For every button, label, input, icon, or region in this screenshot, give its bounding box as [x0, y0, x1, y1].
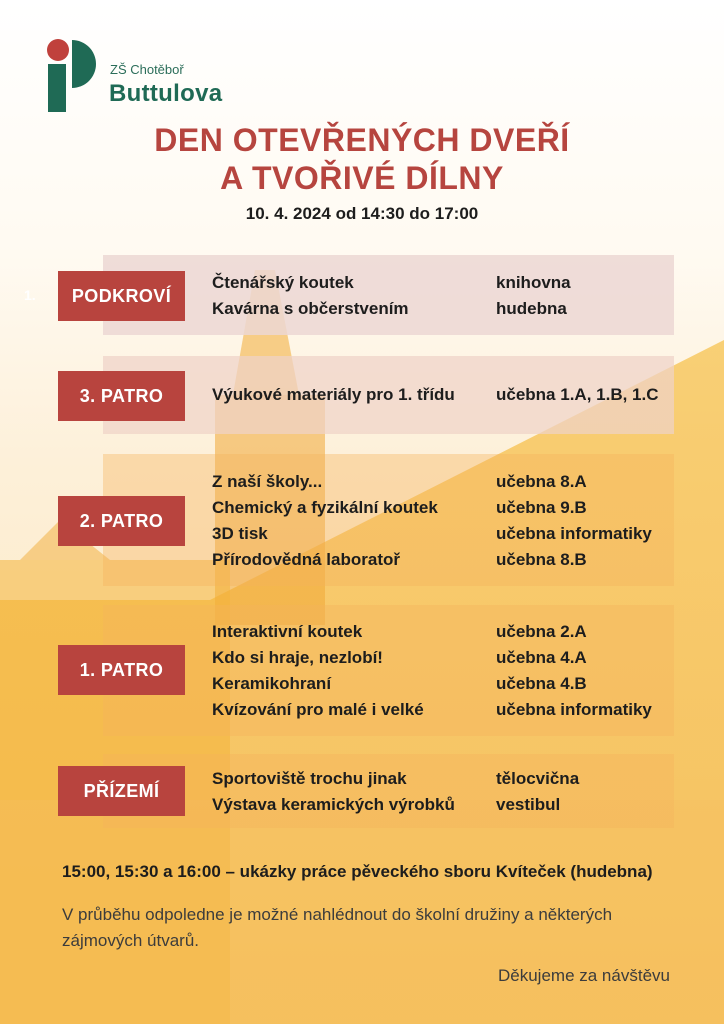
floor-tag-podkrovi: PODKROVÍ [58, 271, 185, 321]
activity-item: Chemický a fyzikální koutek [212, 498, 438, 517]
activity-item: Interaktivní koutek [212, 622, 363, 641]
activity-list [212, 382, 455, 408]
location-item: učebna 4.A [496, 648, 587, 667]
logo-school-town: ZŠ Chotěboř [110, 62, 184, 77]
activity-item: Přírodovědná laboratoř [212, 550, 400, 569]
location-item: tělocvična [496, 769, 580, 788]
floor-tag-1-patro: 1. PATRO [58, 645, 185, 695]
logo-school-name: Buttulova [109, 80, 223, 107]
activity-item: Sportoviště trochu jinak [212, 769, 407, 788]
activity-item: Čtenářský koutek [212, 273, 354, 292]
floor-tag-2-patro: 2. PATRO [58, 496, 185, 546]
location-item: učebna 8.B [496, 550, 587, 569]
activity-list [212, 619, 424, 723]
page-title-line2: A TVOŘIVÉ DÍLNY [220, 160, 504, 196]
location-item: učebna 9.B [496, 498, 587, 517]
activity-item: Výstava keramických výrobků [212, 795, 455, 814]
activity-item: Z naší školy... [212, 472, 323, 491]
location-item: vestibul [496, 795, 561, 814]
location-item: učebna 8.A [496, 472, 587, 491]
location-item: hudebna [496, 299, 567, 318]
location-list [496, 619, 652, 723]
school-logo [46, 36, 246, 116]
activity-item: Výukové materiály pro 1. třídu [212, 385, 455, 404]
location-item: učebna 2.A [496, 622, 587, 641]
activity-item: 3D tisk [212, 524, 268, 543]
location-item: knihovna [496, 273, 571, 292]
choir-note: 15:00, 15:30 a 16:00 – ukázky práce pěveckého sboru Kvíteček (hudebna) [62, 862, 653, 881]
location-item: učebna 1.A, 1.B, 1.C [496, 385, 659, 404]
activity-item: Kdo si hraje, nezlobí! [212, 648, 383, 667]
location-list [496, 766, 579, 818]
thanks-text: Děkujeme za návštěvu [498, 966, 670, 985]
activity-list [212, 766, 455, 818]
location-item: učebna informatiky [496, 700, 652, 719]
location-list [496, 469, 652, 573]
activity-item: Kvízování pro malé i velké [212, 700, 424, 719]
location-list [496, 270, 571, 322]
page-title-line1: DEN OTEVŘENÝCH DVEŘÍ [154, 122, 570, 158]
location-item: učebna 4.B [496, 674, 587, 693]
floor-tag-3-patro: 3. PATRO [58, 371, 185, 421]
activity-item: Keramikohraní [212, 674, 332, 693]
logo-mark-icon [46, 36, 98, 114]
event-date: 10. 4. 2024 od 14:30 do 17:00 [245, 204, 479, 223]
floor-tag-prizemi: PŘÍZEMÍ [58, 766, 185, 816]
activity-list [212, 270, 409, 322]
activity-item: Kavárna s občerstvením [212, 299, 409, 318]
info-note: V průběhu odpoledne je možné nahlédnout do školní družiny a některých zájmových útvarů. [62, 905, 613, 950]
activity-list [212, 469, 438, 573]
side-number: 1. [24, 287, 36, 303]
location-item: učebna informatiky [496, 524, 652, 543]
location-list [496, 382, 659, 408]
